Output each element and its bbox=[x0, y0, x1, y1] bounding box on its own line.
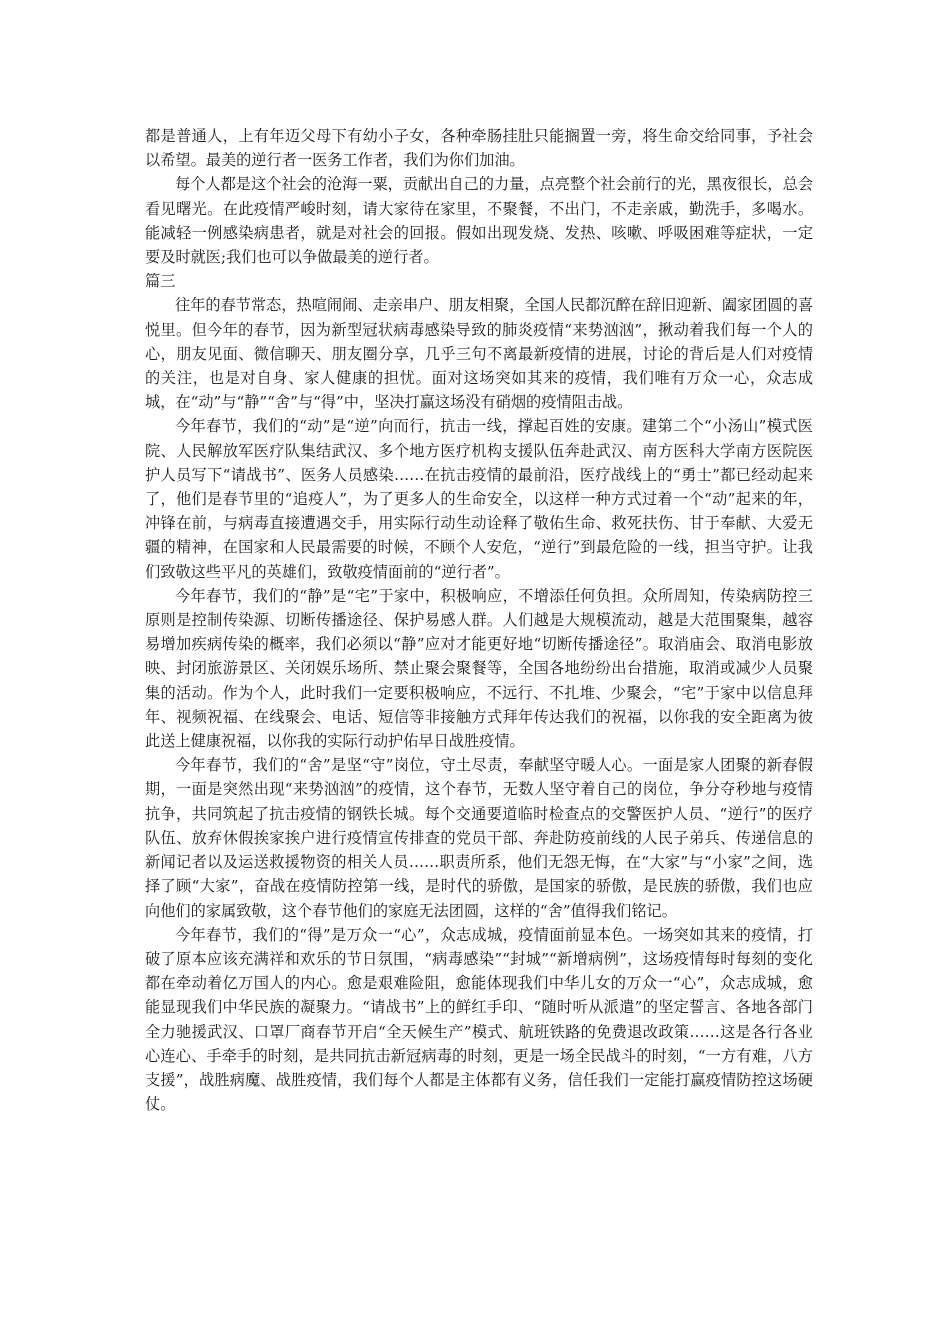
document-body bbox=[145, 124, 813, 1116]
paragraph-spring-festival-intro: 往年的春节常态，热喧闹闹、走亲串户、朋友相聚，全国人民都沉醉在辞旧迎新、阖家团圆的喜悦里。但今年的春节，因为新型冠状病毒感染导致的肺炎疫情“来势汹汹”，揪动着我们每一个人的心，朋友见面、微信聊天、朋友圈分享，几乎三句不离最新疫情的进展，讨论的背后是人们对疫情的关注，也是对自身、家人健康的担忧。面对这场突如其来的疫情，我们唯有万众一心，众志成城，在“动”与“静”“舍”与“得”中，坚决打赢这场没有硝烟的疫情阻击战。 bbox=[145, 296, 813, 412]
paragraph-de: 今年春节，我们的“得”是万众一“心”，众志成城，疫情面前显本色。一场突如其来的疫情，打破了原本应该充满祥和欢乐的节日氛围，“病毒感染”“封城”“新增病例”，这场疫情每时每刻的变化都在牵动着亿万国人的内心。愈是艰难险阻，愈能体现我们中华儿女的万众一“心”，众志成城，愈能显现我们中华民族的凝聚力。“请战书”上的鲜红手印、“随时听从派遣”的坚定誓言、各地各部门全力驰援武汉、口罩厂商春节开启“全天候生产”模式、航班铁路的免费退改政策……这是各行各业心连心、手牵手的时刻，是共同抗击新冠病毒的时刻，更是一场全民战斗的时刻，“一方有难，八方支援”，战胜病魔、战胜疫情，我们每个人都是主体都有义务，信任我们一定能打赢疫情防控这场硬仗。 bbox=[145, 925, 813, 1114]
paragraph-she: 今年春节，我们的“舍”是坚“守”岗位，守土尽责，奉献坚守暖人心。一面是家人团聚的新春假期，一面是突然出现“来势汹汹”的疫情，这个春节，无数人坚守着自己的岗位，争分夺秒地与疫情抗争，共同筑起了抗击疫情的钢铁长城。每个交通要道临时检查点的交警医护人员、“逆行”的医疗队伍、放弃休假挨家挨户进行疫情宣传排查的党员干部、奔赴防疫前线的人民子弟兵、传递信息的新闻记者以及运送救援物资的相关人员……职责所系，他们无怨无悔，在“大家”与“小家”之间，选择了顾“大家”，奋战在疫情防控第一线，是时代的骄傲，是国家的骄傲，是民族的骄傲，我们也应向他们的家属致敬，这个春节他们的家庭无法团圆，这样的“舍”值得我们铭记。 bbox=[145, 756, 813, 920]
paragraph-continuation: 都是普通人，上有年迈父母下有幼小子女，各种牵肠挂肚只能搁置一旁，将生命交给同事，予社会以希望。最美的逆行者一医务工作者，我们为你们加油。 bbox=[145, 127, 813, 170]
paragraph-jing: 今年春节，我们的“静”是“宅”于家中，积极响应，不增添任何负担。众所周知，传染病防控三原则是控制传染源、切断传播途径、保护易感人群。人们越是大规模流动，越是大范围聚集，越容易增加疾病传染的概率，我们必须以“静”应对才能更好地“切断传播途径”。取消庙会、取消电影放映、封闭旅游景区、关闭娱乐场所、禁止聚会聚餐等，全国各地纷纷出台措施，取消或减少人员聚集的活动。作为个人，此时我们一定要积极响应，不远行、不扎堆、少聚会，“宅”于家中以信息拜年、视频祝福、在线聚会、电话、短信等非接触方式拜年传达我们的祝福，以你我的安全距离为彼此送上健康祝福，以你我的实际行动护佑早日战胜疫情。 bbox=[145, 586, 813, 751]
paragraph-everyone-contribute: 每个人都是这个社会的沧海一粟，贡献出自己的力量，点亮整个社会前行的光，黑夜很长，总会看见曙光。在此疫情严峻时刻，请大家待在家里，不聚餐，不出门，不走亲戚，勤洗手，多喝水。能减轻一例感染病患者，就是对社会的回报。假如出现发烧、发热、咳嗽、呼吸困难等症状，一定要及时就医;我们也可以争做最美的逆行者。 bbox=[145, 175, 813, 267]
paragraph-dong: 今年春节，我们的“动”是“逆”向而行，抗击一线，撑起百姓的安康。建第二个“小汤山”模式医院、人民解放军医疗队集结武汉、多个地方医疗机构支援队伍奔赴武汉、南方医科大学南方医院医护人员写下“请战书”、医务人员感染……在抗击疫情的最前沿，医疗战线上的“勇士”都已经动起来了，他们是春节里的“追疫人”，为了更多人的生命安全，以这样一种方式过着一个“动”起来的年，冲锋在前，与病毒直接遭遇交手，用实际行动生动诠释了敬佑生命、救死扶伤、甘于奉献、大爱无疆的精神，在国家和人民最需要的时候，不顾个人安危，“逆行”到最危险的一线，担当守护。让我们致敬这些平凡的英雄们，致敬疫情面前的“逆行者”。 bbox=[145, 417, 813, 581]
section-heading-pian-san: 篇三 bbox=[145, 272, 176, 291]
